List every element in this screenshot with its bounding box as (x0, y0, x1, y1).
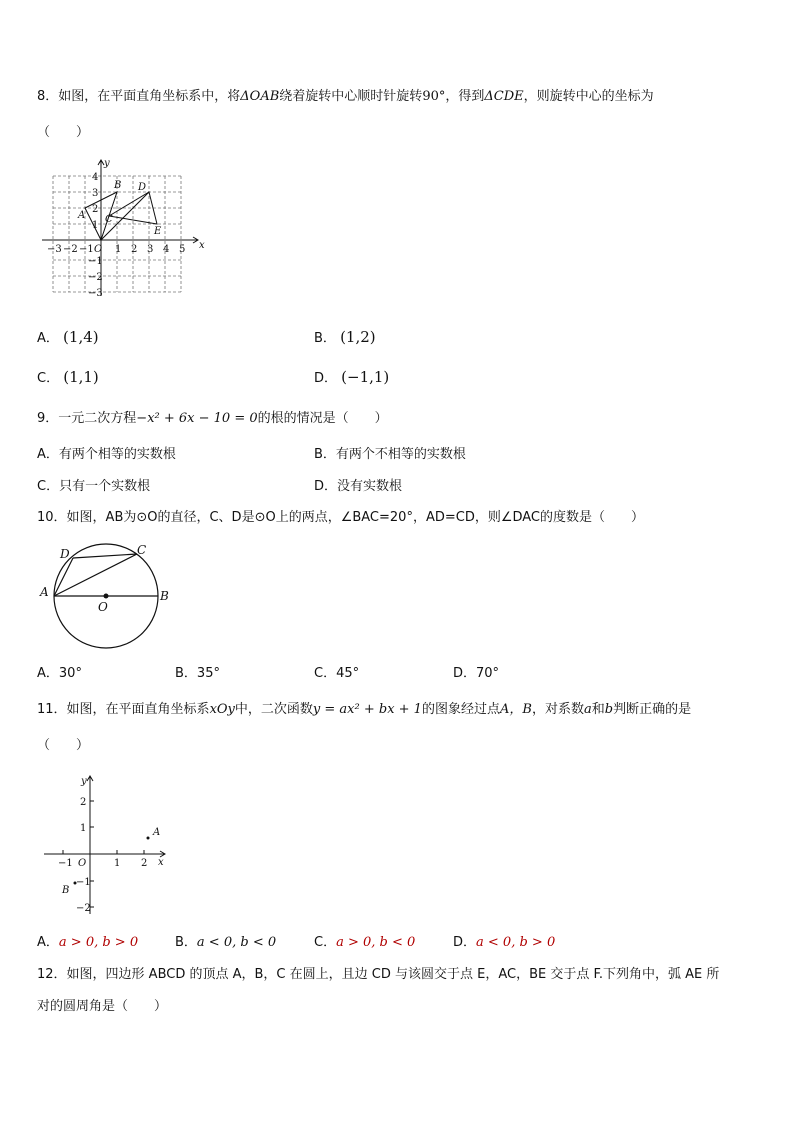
q8-xtick: −3 (47, 244, 62, 255)
q11-text-a: 如图，在平面直角坐标系 (66, 702, 210, 717)
q11-axis-x-label: x (158, 857, 164, 868)
q8-ytick: 1 (92, 220, 99, 231)
q11-function: y = ax² + bx + 1 (312, 702, 422, 717)
q10-circle-figure (36, 540, 176, 660)
q9-text-b: 的根的情况是（ ） (257, 411, 388, 426)
q10-option-d[interactable] (453, 665, 499, 683)
option-value: 45° (336, 666, 360, 681)
q10-option-a[interactable] (37, 665, 82, 683)
q12-stem-line1 (37, 966, 719, 984)
option-value: (1,1) (63, 368, 99, 386)
q8-text-d: ，则旋转中心的坐标为 (523, 89, 654, 104)
q11-ytick: 1 (80, 823, 87, 834)
q11-ytick: −2 (76, 903, 91, 914)
q9-stem (37, 410, 388, 428)
q10-option-b[interactable] (175, 665, 220, 683)
q11-text-d: ，对系数 (531, 702, 584, 717)
q8-ytick: −2 (88, 272, 103, 283)
q8-point-d: D (138, 182, 147, 193)
q9-text-a: 一元二次方程 (58, 411, 137, 426)
q11-option-a[interactable] (37, 934, 138, 952)
option-value: a < 0, b < 0 (196, 935, 277, 950)
q8-paren: （ ） (37, 125, 90, 140)
q8-text-b: 绕着旋转中心顺时针旋转 (279, 89, 423, 104)
q9-equation: −x² + 6x − 10 = 0 (136, 411, 258, 426)
q10-point-d: D (60, 547, 70, 561)
option-value: a > 0, b > 0 (58, 935, 139, 950)
option-value: a < 0, b > 0 (476, 935, 556, 950)
q8-option-c[interactable] (37, 368, 99, 388)
q9-option-a[interactable] (37, 446, 176, 464)
q9-option-b[interactable] (314, 446, 466, 464)
q11-coef-b: b (604, 702, 614, 717)
q8-xtick: 2 (131, 244, 138, 255)
q8-point-b: B (114, 180, 122, 191)
q10-option-c[interactable] (314, 665, 359, 683)
q11-paren: （ ） (37, 738, 90, 753)
q8-point-c: C (105, 214, 113, 225)
option-label: C． (314, 666, 337, 681)
q11-xoy: xOy (209, 702, 235, 717)
q8-point-e: E (154, 226, 162, 237)
q8-axis-x-label: x (199, 240, 205, 251)
q9-number: 9． (37, 411, 59, 426)
q8-option-d[interactable] (314, 368, 389, 388)
option-label: C． (314, 935, 337, 950)
q10-point-o: O (98, 600, 108, 614)
q11-xtick: −1 (58, 858, 73, 869)
q8-angle: 90° (422, 89, 446, 104)
q8-xtick: 1 (115, 244, 122, 255)
option-label: A． (37, 935, 59, 950)
option-value: 有两个不相等的实数根 (335, 447, 466, 462)
q11-ytick: 2 (80, 797, 87, 808)
option-value: (1,2) (340, 328, 376, 346)
q8-xtick: −1 (79, 244, 94, 255)
q9-option-d[interactable] (314, 478, 402, 496)
q8-ytick: −3 (88, 288, 103, 299)
q8-stem (37, 88, 654, 106)
q8-triangle-oab: ΔOAB (240, 89, 280, 104)
q8-ytick: −1 (88, 256, 103, 267)
q11-text-f: 判断正确的是 (613, 702, 692, 717)
q11-points: A，B (499, 702, 532, 717)
q8-point-a: A (78, 210, 86, 221)
option-label: C． (37, 371, 60, 386)
q10-point-c: C (137, 543, 147, 557)
option-label: D． (453, 666, 477, 681)
option-value: 有两个相等的实数根 (58, 447, 176, 462)
q10-point-a: A (40, 585, 49, 599)
q11-axis-y-label: y (81, 776, 87, 787)
q11-coordinate-figure (40, 770, 175, 918)
q11-xtick: 2 (141, 858, 148, 869)
q11-text-e: 和 (591, 702, 605, 717)
q11-text-c: 的图象经过点 (421, 702, 500, 717)
option-label: D． (314, 371, 338, 386)
q8-coordinate-figure (38, 156, 208, 304)
option-label: A． (37, 666, 59, 681)
option-label: B． (314, 447, 336, 462)
q8-ytick: 4 (92, 172, 99, 183)
option-label: A． (37, 447, 59, 462)
q9-option-c[interactable] (37, 478, 150, 496)
q11-origin: O (78, 858, 87, 869)
option-value: 只有一个实数根 (59, 479, 151, 494)
option-label: C． (37, 479, 60, 494)
q8-xtick: 4 (163, 244, 170, 255)
option-value: 70° (476, 666, 500, 681)
q8-ytick: 3 (92, 188, 99, 199)
option-label: D． (314, 479, 338, 494)
option-value: 没有实数根 (337, 479, 403, 494)
q11-option-c[interactable] (314, 934, 415, 952)
q11-option-d[interactable] (453, 934, 555, 952)
option-label: A． (37, 331, 59, 346)
q8-ytick: 2 (92, 204, 99, 215)
q11-point-a: A (153, 827, 161, 838)
q11-number: 11． (37, 702, 67, 717)
q8-number: 8． (37, 89, 59, 104)
q8-origin: O (94, 244, 103, 255)
q10-point-b: B (160, 589, 169, 603)
q11-text-b: 中，二次函数 (234, 702, 313, 717)
q12-text-1: 如图，四边形 ABCD 的顶点 A，B，C 在圆上，且边 CD 与该圆交于点 E，AC，BE 交于点 F.下列角中，弧 AE 所 (66, 967, 720, 982)
option-value: (−1,1) (341, 368, 390, 386)
q10-number: 10． (37, 510, 67, 525)
option-value: (1,4) (63, 328, 99, 346)
q8-xtick: −2 (63, 244, 78, 255)
q11-point-b: B (62, 885, 70, 896)
option-label: B． (314, 331, 336, 346)
q12-stem-line2: 对的圆周角是（ ） (37, 999, 168, 1014)
q11-xtick: 1 (114, 858, 121, 869)
q8-triangle-cde: ΔCDE (484, 89, 524, 104)
q8-axis-y-label: y (104, 158, 110, 169)
option-value: 35° (196, 666, 220, 681)
q11-coef-a: a (583, 702, 592, 717)
q8-text-a: 如图，在平面直角坐标系中，将 (58, 89, 241, 104)
option-value: 30° (58, 666, 82, 681)
option-label: B． (175, 666, 197, 681)
q8-xtick: 3 (147, 244, 154, 255)
option-label: D． (453, 935, 477, 950)
q8-option-b[interactable] (314, 328, 376, 348)
q11-option-b[interactable] (175, 934, 276, 952)
q11-ytick: −1 (76, 877, 91, 888)
q11-stem (37, 701, 691, 719)
q12-number: 12． (37, 967, 67, 982)
option-value: a > 0, b < 0 (336, 935, 416, 950)
q10-stem-text: 如图，AB为⊙O的直径，C、D是⊙O上的两点，∠BAC=20°，AD=CD，则∠DAC的度数是（ ） (66, 510, 645, 525)
q8-option-a[interactable] (37, 328, 99, 348)
q10-stem (37, 509, 644, 527)
option-label: B． (175, 935, 197, 950)
q8-xtick: 5 (179, 244, 186, 255)
q8-text-c: ，得到 (445, 89, 485, 104)
